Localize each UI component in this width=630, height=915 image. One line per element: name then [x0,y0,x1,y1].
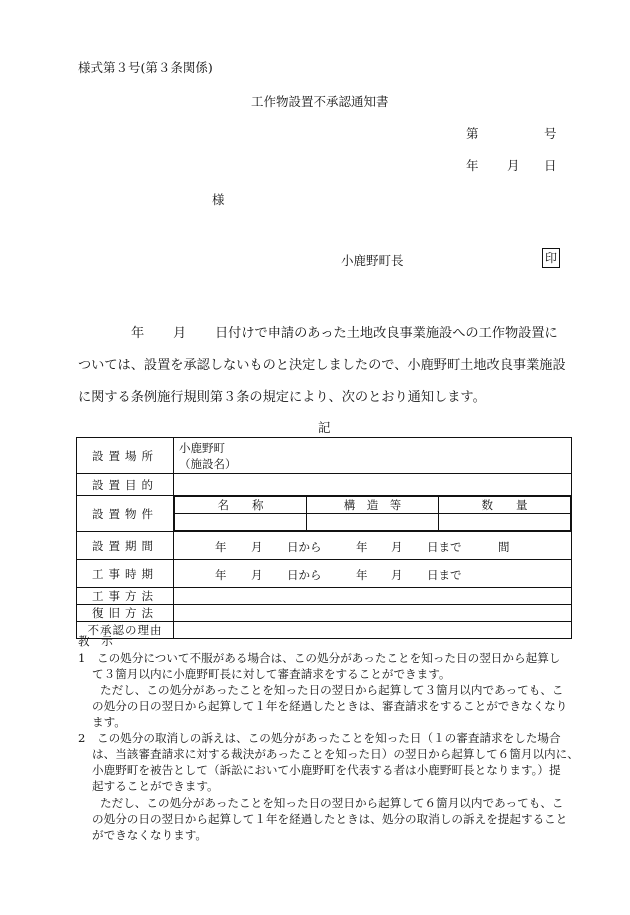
date-month-label: 月 [507,158,520,173]
body-month: 月 [173,326,187,341]
purpose-value [174,474,572,496]
date-year-label: 年 [466,158,479,173]
ki-heading: 記 [318,420,331,435]
reason-label: 不承認の理由 [87,623,163,637]
number-prefix: 第 [466,126,479,141]
object-subtable [174,496,571,531]
note-line: 起することができます。 [92,779,219,793]
table-row [77,496,572,532]
note-line: 小鹿野町を被告として（訴訟において小鹿野町を代表する者は小鹿野町長となります。）提 [92,763,561,777]
period-value: 年 月 日から 年 月 日まで 間 [215,539,510,554]
location-label: 設置場所 [92,448,158,463]
period-label: 設置期間 [92,538,158,553]
date-day-label: 日 [544,158,557,173]
note-line: ただし、この処分があったことを知った日の翌日から起算して６箇月以内であっても、こ [100,796,564,810]
details-table [76,437,572,639]
note-line: の処分の日の翌日から起算して１年を経過したときは、審査請求をすることができなくなり [92,699,568,713]
note-line: は、当該審査請求に対する裁決があったことを知った日）の翌日から起算して６箇月以内に、 [92,747,579,761]
note-line: の処分の日の翌日から起算して１年を経過したときは、処分の取消しの訴えを提起すること [92,812,568,826]
note-line: て３箇月以内に小鹿野町長に対して審査請求をすることができます。 [92,667,451,681]
seal-stamp: 印 [542,248,560,268]
table-row [77,532,572,560]
object-col-name: 名 称 [175,497,307,514]
note-line: 1 この処分について不服がある場合は、この処分があったことを知った日の翌日から起算し [78,651,561,665]
note-line: ます。 [92,715,126,729]
issuer-name: 小鹿野町長 [341,253,404,268]
object-col-quantity: 数 量 [439,497,571,514]
notes-heading: 教 示 [78,634,113,648]
body-line-3: に関する条例施行規則第３条の規定により、次のとおり通知します。 [78,390,486,405]
body-year: 年 [131,326,145,341]
body-line-2: ついては、設置を承認しないものと決定しましたので、小鹿野町土地改良事業施設 [78,358,566,373]
note-line: ただし、この処分があったことを知った日の翌日から起算して３箇月以内であっても、こ [100,683,564,697]
form-number: 様式第３号(第３条関係) [78,60,213,75]
purpose-label: 設置目的 [92,477,158,492]
table-row [77,560,572,588]
note-line: 2 この処分の取消しの訴えは、この処分があったことを知った日（１の審査請求をした場合 [78,731,561,745]
work-time-value: 年 月 日から 年 月 日まで [215,567,462,582]
table-row [77,622,572,639]
table-row [77,605,572,622]
location-facility: （施設名） [179,457,237,471]
recipient-honorific: 様 [212,192,225,207]
work-method-label: 工事方法 [92,589,158,603]
document-title: 工作物設置不承認通知書 [251,94,389,109]
work-time-label: 工事時期 [92,566,158,581]
table-row [77,588,572,605]
number-suffix: 号 [544,126,557,141]
object-label: 設置物件 [92,506,158,521]
table-row [77,438,572,474]
restore-method-label: 復旧方法 [92,606,158,620]
object-col-structure: 構 造 等 [307,497,439,514]
note-line: ができなくなります。 [92,828,208,842]
table-row [77,474,572,496]
location-town: 小鹿野町 [179,441,225,455]
body-line-1: 日付けで申請のあった土地改良事業施設への工作物設置に [215,326,558,341]
